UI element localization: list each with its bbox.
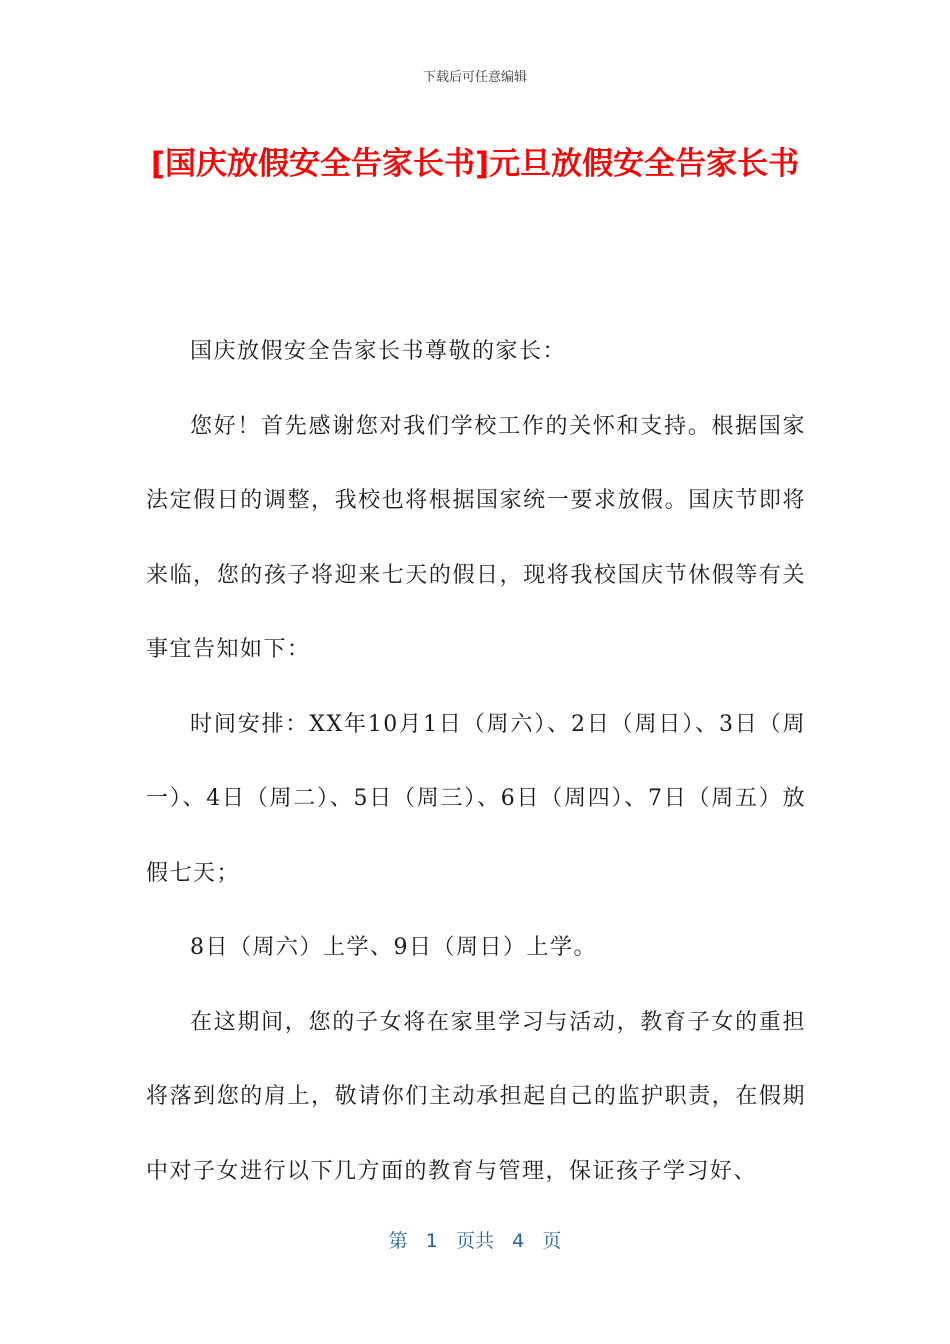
body-paragraph: 您好！首先感谢您对我们学校工作的关怀和支持。根据国家法定假日的调整，我校也将根据国家统一要求放假。国庆节即将来临，您的孩子将迎来七天的假日，现将我校国庆节休假等有关事宜告知如下： (146, 413, 806, 662)
schedule-paragraph: 时间安排：XX年10月1日（周六）、2日（周日）、3日（周一）、4日（周二）、5日（周三）、6日（周四）、7日（周五）放假七天； (146, 711, 806, 886)
document-body (146, 315, 806, 1209)
schedule-paragraph-2: 8日（周六）上学、9日（周日）上学。 (190, 935, 597, 960)
current-page-number: 1 (425, 1230, 438, 1252)
salutation-paragraph: 国庆放假安全告家长书尊敬的家长： (190, 339, 567, 364)
page-suffix: 页 (542, 1230, 562, 1252)
body-paragraph-2: 在这期间，您的子女将在家里学习与活动，教育子女的重担将落到您的肩上，敬请你们主动承担起自己的监护职责，在假期中对子女进行以下几方面的教育与管理，保证孩子学习好、 (146, 1009, 806, 1184)
page-footer (0, 1226, 950, 1253)
header-note: 下载后可任意编辑 (422, 70, 527, 85)
total-pages-number: 4 (512, 1230, 525, 1252)
page-prefix: 第 (388, 1230, 408, 1252)
page-middle: 页共 (455, 1230, 494, 1252)
document-title: [国庆放假安全告家长书]元旦放假安全告家长书 (150, 146, 800, 182)
